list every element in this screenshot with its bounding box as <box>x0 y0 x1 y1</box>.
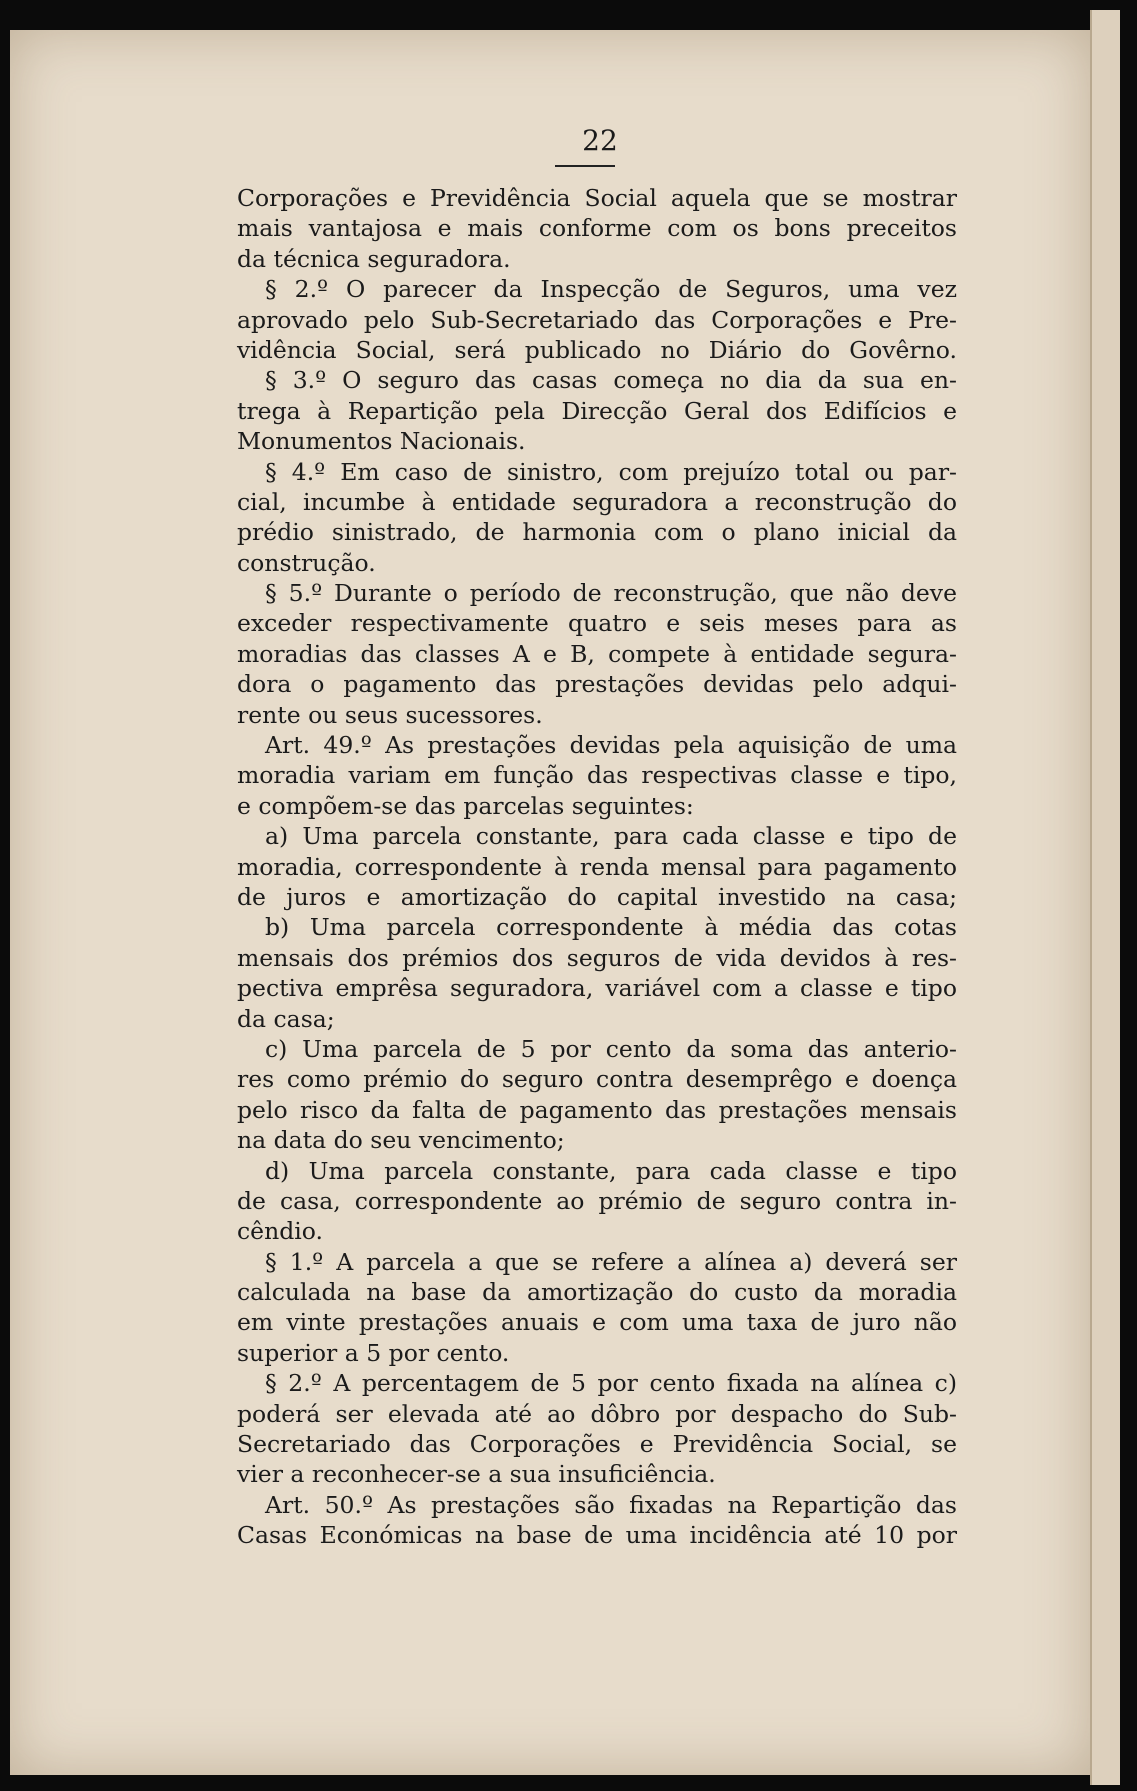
text-line: calculada na base da amortização do custo da moradia <box>237 1278 957 1307</box>
page-edge <box>1090 10 1120 1785</box>
text-line: § 4.º Em caso de sinistro, com prejuízo total ou par- <box>265 457 957 486</box>
text-line: rente ou seus sucessores. <box>237 700 543 729</box>
text-line: Art. 49.º As prestações devidas pela aquisição de uma <box>265 731 957 760</box>
text-line: dora o pagamento das prestações devidas pelo adqui- <box>237 670 957 699</box>
text-line: exceder respectivamente quatro e seis meses para as <box>237 609 957 638</box>
text-line: cêndio. <box>237 1217 323 1246</box>
text-line: em vinte prestações anuais e com uma taxa de juro não <box>237 1308 957 1337</box>
text-line: poderá ser elevada até ao dôbro por despacho do Sub- <box>237 1399 957 1428</box>
text-line: prédio sinistrado, de harmonia com o plano inicial da <box>237 518 957 547</box>
text-line: a) Uma parcela constante, para cada classe e tipo de <box>265 822 957 851</box>
text-line: pectiva emprêsa seguradora, variável com a classe e tipo <box>237 974 957 1003</box>
page-number-rule <box>555 165 615 167</box>
text-line: vidência Social, será publicado no Diário do Govêrno. <box>237 335 957 364</box>
text-line: b) Uma parcela correspondente à média das cotas <box>265 913 957 942</box>
text-line: de casa, correspondente ao prémio de seguro contra in- <box>237 1186 957 1215</box>
text-line: cial, incumbe à entidade seguradora a reconstrução do <box>237 487 957 516</box>
text-line: superior a 5 por cento. <box>237 1338 510 1367</box>
text-line: mais vantajosa e mais conforme com os bons preceitos <box>237 214 957 243</box>
text-line: § 3.º O seguro das casas começa no dia da sua en- <box>265 366 957 395</box>
text-line: da técnica seguradora. <box>237 244 511 273</box>
text-line: § 1.º A parcela a que se refere a alínea a) deverá ser <box>265 1247 957 1276</box>
text-line: de juros e amortização do capital investido na casa; <box>237 882 957 911</box>
text-line: e compõem-se das parcelas seguintes: <box>237 791 694 820</box>
text-line: moradia variam em função das respectivas classe e tipo, <box>237 761 957 790</box>
text-line: Monumentos Nacionais. <box>237 427 526 456</box>
text-line: Art. 50.º As prestações são fixadas na Repartição das <box>265 1490 957 1519</box>
text-line: res como prémio do seguro contra desemprêgo e doença <box>237 1065 957 1094</box>
text-line: d) Uma parcela constante, para cada classe e tipo <box>265 1156 957 1185</box>
text-line: pelo risco da falta de pagamento das prestações mensais <box>237 1095 957 1124</box>
text-line: c) Uma parcela de 5 por cento da soma das anterio- <box>265 1034 957 1063</box>
text-line: vier a reconhecer-se a sua insuficiência. <box>237 1460 716 1489</box>
text-line: Casas Económicas na base de uma incidência até 10 por <box>237 1521 957 1550</box>
text-line: Secretariado das Corporações e Previdência Social, se <box>237 1430 957 1459</box>
text-line: § 2.º O parecer da Inspecção de Seguros, uma vez <box>265 275 957 304</box>
text-line: mensais dos prémios dos seguros de vida devidos à res- <box>237 943 957 972</box>
text-line: Corporações e Previdência Social aquela que se mostrar <box>237 184 957 212</box>
page-number: 22 <box>582 124 618 157</box>
text-line: na data do seu vencimento; <box>237 1126 565 1155</box>
body-text <box>237 183 957 1551</box>
text-line: construção. <box>237 548 376 577</box>
text-line: § 2.º A percentagem de 5 por cento fixada na alínea c) <box>265 1369 957 1398</box>
text-line: aprovado pelo Sub-Secretariado das Corporações e Pre- <box>237 305 957 334</box>
text-line: trega à Repartição pela Direcção Geral dos Edifícios e <box>237 396 957 425</box>
text-line: § 5.º Durante o período de reconstrução, que não deve <box>265 579 957 608</box>
text-line: da casa; <box>237 1004 335 1033</box>
text-line: moradias das classes A e B, compete à entidade segura- <box>237 639 957 668</box>
text-line: moradia, correspondente à renda mensal para pagamento <box>237 852 957 881</box>
